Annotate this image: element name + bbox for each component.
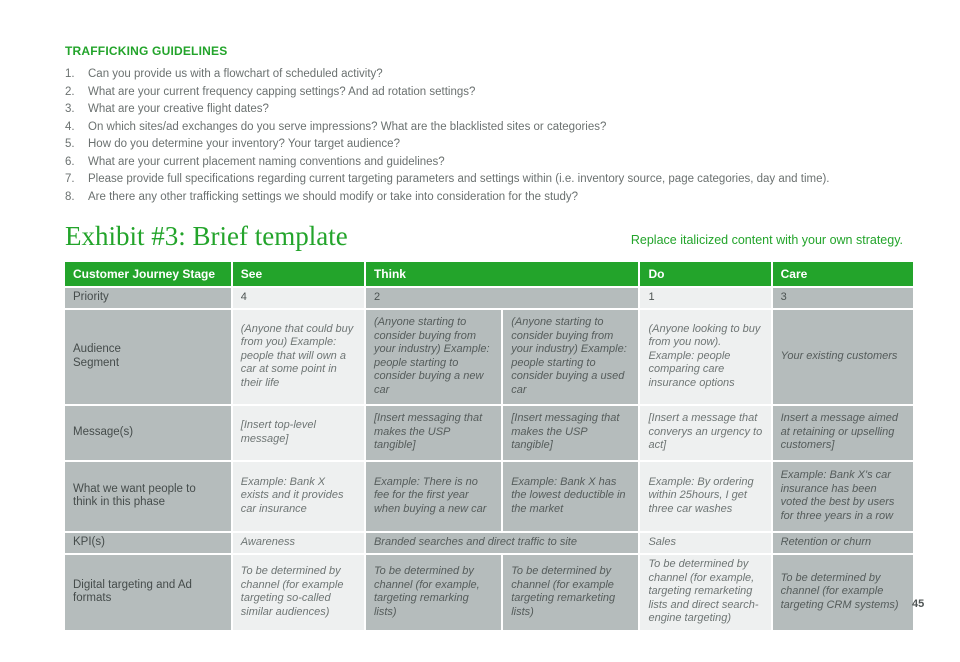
table-cell: [Insert messaging that makes the USP tangible] [366,406,501,460]
row-label: Digital targeting and Ad formats [65,555,231,630]
row-label: Message(s) [65,406,231,460]
table-cell: Example: Bank X has the lowest deductible in the market [503,462,638,531]
list-item [65,189,925,207]
item-number: 8. [65,190,75,203]
table-cell: To be determined by channel (for example, targeting remarking lists) [366,555,501,630]
table-cell: [Insert top-level message] [233,406,364,460]
table-row-what-we-want-people-to-think [65,462,913,531]
table-cell: [Insert messaging that makes the USP tangible] [503,406,638,460]
table-cell: Example: Bank X exists and it provides car insurance [233,462,364,531]
item-number: 4. [65,120,75,133]
table-cell: 2 [366,288,639,308]
table-header-row [65,262,913,286]
table-row-priority [65,288,913,308]
row-label: KPI(s) [65,533,231,553]
item-number: 3. [65,103,75,115]
table-cell: Branded searches and direct traffic to site [366,533,639,553]
list-item [65,154,925,172]
item-number: 2. [65,85,75,98]
brief-template-table [63,260,915,632]
item-number: 1. [65,68,75,80]
table-cell: 1 [640,288,770,308]
item-number: 5. [65,138,75,150]
item-text: What are your current placement naming conventions and guidelines? [88,155,445,168]
item-text: What are your current frequency capping settings? And ad rotation settings? [88,85,476,98]
table-cell: (Anyone starting to consider buying from your industry) Example: people starting to consider buying a used car [503,310,638,404]
table-row-digital-targeting [65,555,913,630]
exhibit-note: Replace italicized content with your own strategy. [630,233,903,247]
table-cell: To be determined by channel (for example targeting remarketing lists) [503,555,638,630]
table-cell: Your existing customers [773,310,913,404]
table-cell: To be determined by channel (for example targeting CRM systems) [773,555,913,630]
table-cell: (Anyone that could buy from you) Example: people that will own a car at some point in their life [233,310,364,404]
item-text: On which sites/ad exchanges do you serve impressions? What are the blacklisted sites or categories? [88,120,607,133]
table-cell: 4 [233,288,364,308]
table-cell: (Anyone starting to consider buying from your industry) Example: people starting to consider buying a new car [366,310,501,404]
column-header-think: Think [366,262,639,286]
table-cell: Awareness [233,533,364,553]
item-text: Please provide full specifications regarding current targeting parameters and settings within (i.e. inventory source, page categories, day and time). [88,173,830,185]
exhibit-header-row [65,222,903,250]
exhibit-title: Exhibit #3: Brief template [65,221,348,251]
table-cell: Sales [640,533,770,553]
list-item [65,84,925,102]
table-cell: 3 [773,288,913,308]
page-number: 45 [912,598,925,610]
item-text: How do you determine your inventory? Your target audience? [88,138,400,150]
guidelines-list [65,66,925,206]
list-item [65,101,925,119]
table-cell: Example: Bank X's car insurance has been voted the best by users for three years in a row [773,462,913,531]
table-cell: Example: There is no fee for the first year when buying a new car [366,462,501,531]
column-header-see: See [233,262,364,286]
table-row-kpis [65,533,913,553]
guidelines-title: TRAFFICKING GUIDELINES [65,44,228,58]
table-cell: (Anyone looking to buy from you now). Example: people comparing care insurance options [640,310,770,404]
item-text: Are there any other trafficking settings we should modify or take into consideration for the study? [88,190,579,203]
item-text: What are your creative flight dates? [88,103,269,115]
table-cell: To be determined by channel (for example, targeting remarketing lists and direct search-engine targeting) [640,555,770,630]
row-label: Audience Segment [65,310,231,404]
list-item [65,119,925,137]
item-text: Can you provide us with a flowchart of scheduled activity? [88,68,383,80]
list-item [65,171,925,189]
table-cell: [Insert a message that converys an urgency to act] [640,406,770,460]
table-row-audience-segment [65,310,913,404]
list-item [65,136,925,154]
table-cell: To be determined by channel (for example targeting so-called similar audiences) [233,555,364,630]
table-row-messages [65,406,913,460]
list-item [65,66,925,84]
row-label: Priority [65,288,231,308]
table-cell: Example: By ordering within 25hours, I get three car washes [640,462,770,531]
column-header-customer-journey-stage: Customer Journey Stage [65,262,231,286]
row-label: What we want people to think in this phase [65,462,231,531]
table-cell: Insert a message aimed at retaining or upselling customers] [773,406,913,460]
column-header-do: Do [640,262,770,286]
column-header-care: Care [773,262,913,286]
item-number: 7. [65,173,75,185]
item-number: 6. [65,155,75,168]
table-cell: Retention or churn [773,533,913,553]
